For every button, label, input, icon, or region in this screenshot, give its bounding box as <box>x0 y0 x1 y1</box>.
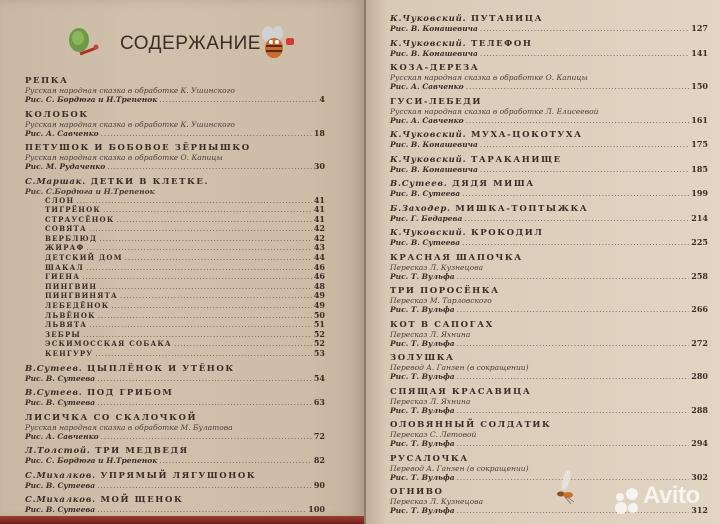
entry-subtitle: Русская народная сказка в обработке М. Булатова <box>25 422 233 432</box>
fly-icon <box>549 470 579 506</box>
leader-dots <box>457 439 690 449</box>
page-number: 63 <box>313 397 325 408</box>
page-number: 30 <box>313 161 325 171</box>
page-number: 72 <box>313 430 325 441</box>
sub-entry-label: СЛОН <box>45 195 75 205</box>
sub-entry-label: ВЕРБЛЮД <box>45 233 98 243</box>
page-number: 52 <box>313 328 325 339</box>
leader-dots <box>116 215 311 225</box>
entry-author: С.Михалков. <box>25 495 96 506</box>
sub-entry[interactable] <box>45 291 325 301</box>
entry-illustrator: Рис. Т. Вульфа <box>390 372 455 381</box>
right-page <box>364 0 720 524</box>
page-number: 50 <box>313 309 325 320</box>
page-number: 18 <box>313 127 325 138</box>
page-number: 41 <box>313 194 325 205</box>
page-number: 54 <box>313 372 325 383</box>
sub-entry-label: ДЕТСКИЙ ДОМ <box>45 253 123 263</box>
entry-subtitle: Русская народная сказка в обработке Л. Елисеевой <box>390 106 599 116</box>
entry-title: КРАСНАЯ ШАПОЧКА <box>390 252 523 263</box>
sub-entry[interactable] <box>45 253 325 263</box>
entry-subtitle: Русская народная сказка в обработке К. Ушинского <box>25 86 235 95</box>
entry-illustrator: Рис. С. Бордюга и Н.Трепенок <box>25 456 158 466</box>
toc-list-left <box>25 76 325 519</box>
entry-subtitle: Перевод А. Ганзен (в сокращении) <box>390 363 529 372</box>
sub-entry[interactable] <box>45 282 325 292</box>
entry-illustrator: Рис. В. Сутеева <box>390 189 461 198</box>
sub-entry-label: КЕНГУРУ <box>45 349 94 358</box>
page-number: 272 <box>691 337 708 348</box>
toc-entry[interactable] <box>390 14 708 34</box>
entry-illustrator: Рис. Т. Вульфа <box>390 439 455 448</box>
leader-dots <box>457 339 690 349</box>
entry-title: ТАРАКАНИЩЕ <box>470 154 562 165</box>
entry-subtitle: Русская народная сказка в обработке О. Капицы <box>25 153 223 162</box>
page-number: 214 <box>691 212 708 223</box>
leader-dots <box>99 282 312 292</box>
entry-title: ЦЫПЛЁНОК И УТЁНОК <box>87 363 235 374</box>
page-number: 90 <box>313 479 325 490</box>
toc-entry[interactable] <box>25 495 325 515</box>
entry-title: ПОД ГРИБОМ <box>87 388 174 399</box>
entry-illustrator: Рис. А. Савченко <box>390 115 464 125</box>
sub-entry[interactable] <box>45 301 325 311</box>
toc-entry[interactable] <box>390 204 708 224</box>
entry-subtitle: Пересказ С. Летовой <box>390 430 477 439</box>
toc-entry[interactable] <box>390 353 708 382</box>
sub-entry-label: ГИЕНА <box>45 272 81 282</box>
page-number: 41 <box>313 204 325 215</box>
leader-dots <box>466 116 690 126</box>
entry-illustrator: Рис. В. Конашевича <box>390 140 478 149</box>
toc-entry[interactable] <box>390 286 708 315</box>
page-number: 294 <box>691 438 708 448</box>
sub-entry[interactable] <box>45 224 325 234</box>
leader-dots <box>462 189 689 199</box>
entry-subtitle: Пересказ Л. Кузнецова <box>390 497 484 506</box>
page-number: 150 <box>691 81 708 91</box>
toc-entry[interactable] <box>390 39 708 59</box>
entry-author: С.Маршак. <box>25 176 86 187</box>
entry-illustrator: Рис. Т. Вульфа <box>390 271 455 281</box>
leader-dots <box>174 339 312 349</box>
entry-title: РЕПКА <box>25 76 69 86</box>
entry-title: ЛИСИЧКА СО СКАЛОЧКОЙ <box>25 412 198 423</box>
toc-entry[interactable] <box>390 387 708 416</box>
entry-author: К.Чуковский. <box>390 38 467 49</box>
leader-dots <box>480 140 689 150</box>
entry-author: К.Чуковский. <box>390 154 467 165</box>
leader-dots <box>89 224 312 234</box>
leader-dots <box>97 374 312 384</box>
page-number: 225 <box>691 237 708 247</box>
page-number: 41 <box>313 213 325 224</box>
entry-illustrator: Рис. М. Рудаченко <box>25 162 106 171</box>
entry-title: ЗОЛУШКА <box>390 353 455 363</box>
toc-entry[interactable] <box>25 143 325 172</box>
entry-title: КРОКОДИЛ <box>470 228 544 238</box>
entry-subtitle: Русская народная сказка в обработке О. Капицы <box>390 73 588 82</box>
avito-logo-icon <box>612 487 642 515</box>
entry-title: ПЕТУШОК И БОБОВОЕ ЗЁРНЫШКО <box>25 143 251 153</box>
leader-dots <box>466 82 690 92</box>
leader-dots <box>462 238 689 248</box>
sub-entry-label: ПИНГВИНЯТА <box>45 291 118 301</box>
leader-dots <box>86 243 311 253</box>
entry-illustrator: Рис. А. Савченко <box>25 431 99 441</box>
entry-title: КОТ В САПОГАХ <box>390 319 494 330</box>
entry-author: В.Сутеев. <box>25 388 83 399</box>
page-number: 280 <box>691 371 708 381</box>
sub-entry-label: ЛЬВЁНОК <box>45 310 96 320</box>
toc-entry[interactable] <box>390 179 708 199</box>
toc-entry[interactable] <box>390 97 708 126</box>
page-number: 46 <box>313 271 325 282</box>
page-number: 53 <box>313 348 325 358</box>
entry-title: МУХА-ЦОКОТУХА <box>470 130 583 140</box>
entry-title: МИШКА-ТОПТЫЖКА <box>455 203 589 214</box>
entry-author: К.Чуковский. <box>390 130 467 140</box>
page-title: СОДЕРЖАНИЕ <box>120 33 261 54</box>
page-number: 127 <box>691 23 708 33</box>
entry-title: ПУТАНИЦА <box>470 14 544 24</box>
sub-entry-label: ПИНГВИН <box>45 281 98 291</box>
leader-dots <box>125 253 312 263</box>
entry-illustrator: Рис. С.Бордюга и Н.Трепенок <box>25 186 155 196</box>
toc-entry[interactable] <box>390 320 708 349</box>
entry-illustrator: Рис. В. Конашевича <box>390 48 478 58</box>
entry-title: ОЛОВЯННЫЙ СОЛДАТИК <box>390 420 552 430</box>
page-number: 4 <box>319 94 325 104</box>
page-number: 42 <box>313 232 325 243</box>
sub-entry[interactable] <box>45 234 325 244</box>
page-number: 302 <box>691 471 708 482</box>
entry-author: С.Михалков. <box>25 470 96 481</box>
entry-illustrator: Рис. А. Савченко <box>25 128 99 138</box>
page-number: 175 <box>691 139 708 149</box>
toc-entry[interactable] <box>390 420 708 449</box>
entry-illustrator: Рис. В. Сутеева <box>25 373 96 383</box>
toc-entry[interactable] <box>25 413 325 442</box>
entry-illustrator: Рис. В. Сутеева <box>25 398 96 408</box>
entry-title: ТЕЛЕФОН <box>470 38 533 49</box>
leader-dots <box>97 481 312 491</box>
sub-entry-label: ШАКАЛ <box>45 262 84 272</box>
entry-illustrator: Рис. В. Сутеева <box>25 480 96 490</box>
toc-header <box>0 26 364 66</box>
sub-entry[interactable] <box>45 311 325 321</box>
sub-entry[interactable] <box>45 205 325 215</box>
page-number: 100 <box>308 504 325 515</box>
leader-dots <box>83 330 312 340</box>
entry-illustrator: Рис. Т. Вульфа <box>390 305 455 314</box>
page-number: 199 <box>691 188 708 198</box>
entry-author: В.Сутеев. <box>390 179 448 189</box>
sub-entry-label: ЭСКИМОССКАЯ СОБАКА <box>45 339 172 349</box>
leader-dots <box>101 129 312 139</box>
sub-entry[interactable] <box>45 272 325 282</box>
entry-illustrator: Рис. С. Бордюга и Н.Трепенок <box>25 95 158 104</box>
page-number: 51 <box>313 319 325 330</box>
sub-entry[interactable] <box>45 330 325 340</box>
entry-author: В.Сутеев. <box>25 363 83 374</box>
toc-entry[interactable] <box>390 130 708 150</box>
entry-illustrator: Рис. Т. Вульфа <box>390 472 455 482</box>
entry-title: ДЯДЯ МИША <box>452 179 535 189</box>
entry-illustrator: Рис. А. Савченко <box>390 82 464 91</box>
entry-illustrator: Рис. Т. Вульфа <box>390 506 455 515</box>
page-number: 312 <box>691 505 708 515</box>
page-number: 161 <box>691 114 708 125</box>
leader-dots <box>98 311 312 321</box>
leader-dots <box>86 263 312 273</box>
leader-dots <box>120 291 312 301</box>
entry-title: КОЗА-ДЕРЕЗА <box>390 63 480 73</box>
leader-dots <box>457 272 690 282</box>
toc-entry[interactable] <box>25 388 325 408</box>
toc-entry[interactable] <box>25 446 325 466</box>
entry-subtitle: Перевод А. Ганзен (в сокращении) <box>390 463 529 473</box>
entry-author: Л.Толстой. <box>25 446 91 457</box>
sub-entry-label: СТРАУСЁНОК <box>45 214 115 224</box>
page-number: 52 <box>313 338 325 349</box>
entry-author: К.Чуковский. <box>390 14 467 24</box>
page-number: 258 <box>691 270 708 281</box>
leader-dots <box>480 165 689 175</box>
page-number: 49 <box>313 300 325 311</box>
leader-dots <box>480 24 689 34</box>
entry-author: К.Чуковский. <box>390 228 467 238</box>
page-number: 46 <box>313 261 325 272</box>
toc-entry[interactable] <box>390 155 708 175</box>
sub-entry-label: ЖИРАФ <box>45 243 85 253</box>
entry-illustrator: Рис. В. Конашевича <box>390 164 478 174</box>
entry-illustrator: Рис. В. Сутеева <box>25 505 96 515</box>
entry-illustrator: Рис. В. Сутеева <box>390 238 461 247</box>
book-cover-edge <box>0 516 364 524</box>
page-number: 288 <box>691 404 708 415</box>
entry-heading <box>25 177 325 187</box>
leader-dots <box>99 234 312 244</box>
leader-dots <box>103 205 312 215</box>
leader-dots <box>95 349 312 359</box>
toc-entry[interactable] <box>25 76 325 105</box>
leader-dots <box>111 301 312 311</box>
entry-subtitle: Пересказ Л. Кузнецова <box>390 262 484 272</box>
leader-dots <box>159 456 312 466</box>
toc-entry[interactable] <box>390 253 708 282</box>
avito-watermark: Avito <box>643 482 700 509</box>
leader-dots <box>101 432 312 442</box>
entry-subtitle: Русская народная сказка в обработке К. Ушинского <box>25 119 235 129</box>
entry-illustrator: Рис. Г. Бедарева <box>390 213 463 223</box>
leader-dots <box>76 196 312 206</box>
page-number: 141 <box>691 47 708 58</box>
toc-entry[interactable] <box>390 228 708 248</box>
toc-entry-group[interactable] <box>25 177 325 359</box>
leader-dots <box>464 214 689 224</box>
entry-illustrator: Рис. В. Конашевича <box>390 24 478 33</box>
sub-entry[interactable] <box>45 320 325 330</box>
leader-dots <box>457 305 690 315</box>
leader-dots <box>457 406 690 416</box>
leader-dots <box>480 49 689 59</box>
sub-entry[interactable] <box>45 339 325 349</box>
page-number: 49 <box>313 290 325 301</box>
entry-subtitle: Пересказ Л. Яхнина <box>390 329 471 339</box>
page-number: 43 <box>313 242 325 253</box>
leader-dots <box>97 398 312 408</box>
toc-entry[interactable] <box>25 364 325 384</box>
page-number: 44 <box>313 252 325 263</box>
sub-entry[interactable] <box>45 215 325 225</box>
toc-entry[interactable] <box>25 110 325 139</box>
butterfly-icon <box>66 26 102 62</box>
sub-entry-label: ЗЕБРЫ <box>45 329 82 339</box>
page-number: 82 <box>313 455 325 466</box>
sub-entry[interactable] <box>45 349 325 359</box>
sub-entry[interactable] <box>45 263 325 273</box>
toc-entry[interactable] <box>25 471 325 491</box>
page-number: 42 <box>313 223 325 234</box>
leader-dots <box>97 505 306 515</box>
entry-illustrator: Рис. Т. Вульфа <box>390 338 455 348</box>
toc-entry[interactable] <box>390 63 708 92</box>
page-number: 266 <box>691 304 708 314</box>
leader-dots <box>89 320 312 330</box>
entry-subtitle: Пересказ Л. Яхнина <box>390 396 471 406</box>
leader-dots <box>82 272 312 282</box>
entry-title: ТРИ МЕДВЕДЯ <box>95 446 189 457</box>
leader-dots <box>457 372 690 382</box>
entry-title: СПЯЩАЯ КРАСАВИЦА <box>390 386 532 397</box>
entry-subtitle: Пересказ М. Тарловского <box>390 296 492 305</box>
entry-title: РУСАЛОЧКА <box>390 453 469 464</box>
page-number: 185 <box>691 163 708 174</box>
entry-title: ДЕТКИ В КЛЕТКЕ. <box>90 176 210 187</box>
entry-title: МОЙ ЩЕНОК <box>100 495 184 506</box>
entry-illustrator: Рис. Т. Вульфа <box>390 405 455 415</box>
bee-icon <box>258 26 298 64</box>
sub-entry-label: ЛЕБЕДЁНОК <box>45 301 110 311</box>
sub-entry[interactable] <box>45 196 325 206</box>
entry-title: ГУСИ-ЛЕБЕДИ <box>390 96 483 107</box>
sub-entry-label: ЛЬВЯТА <box>45 320 88 330</box>
entry-title: КОЛОБОК <box>25 109 89 120</box>
page-number: 48 <box>313 280 325 291</box>
leader-dots <box>107 162 312 172</box>
entry-title: ОГНИВО <box>390 487 444 497</box>
sub-entry[interactable] <box>45 243 325 253</box>
entry-author: Б.Заходер. <box>390 203 451 214</box>
sub-entry-list <box>25 196 325 359</box>
toc-list-right <box>390 14 708 521</box>
sub-entry-label: ТИГРЁНОК <box>45 205 101 215</box>
entry-title: ТРИ ПОРОСЁНКА <box>390 286 500 296</box>
leader-dots <box>159 95 317 105</box>
sub-entry-label: СОВЯТА <box>45 224 87 234</box>
entry-title: УПРЯМЫЙ ЛЯГУШОНОК <box>100 470 257 481</box>
